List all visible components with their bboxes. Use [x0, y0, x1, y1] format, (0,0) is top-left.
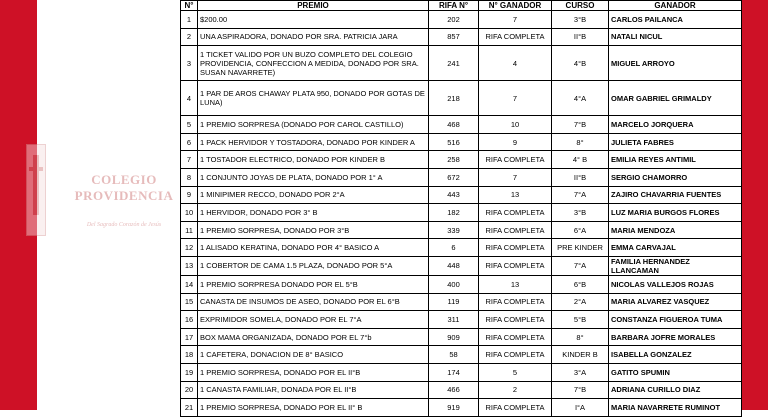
- cell-course: II°B: [552, 168, 609, 186]
- cell-ticket: 174: [429, 363, 479, 381]
- cell-number: 11: [181, 221, 198, 239]
- cell-number: 18: [181, 346, 198, 364]
- cell-winner-number: RIFA COMPLETA: [479, 346, 552, 364]
- cell-course: 6°B: [552, 275, 609, 293]
- cell-ticket: 218: [429, 81, 479, 116]
- cell-course: 4° B: [552, 151, 609, 169]
- table-row: [181, 11, 742, 29]
- cell-winner: MARIA MENDOZA: [609, 221, 742, 239]
- raffle-results-table: [180, 0, 742, 417]
- cell-course: I°A: [552, 399, 609, 417]
- cell-course: 3°A: [552, 363, 609, 381]
- cell-ticket: 258: [429, 151, 479, 169]
- cell-number: 12: [181, 239, 198, 257]
- cell-prize: 1 PAR DE AROS CHAWAY PLATA 950, DONADO POR GOTAS DE LUNA): [198, 81, 429, 116]
- cell-number: 6: [181, 133, 198, 151]
- cell-prize: 1 PREMIO SORPRESA DONADO POR EL 5°B: [198, 275, 429, 293]
- table-row: [181, 133, 742, 151]
- cell-ticket: 119: [429, 293, 479, 311]
- cell-prize: CANASTA DE INSUMOS DE ASEO, DONADO POR EL 6°B: [198, 293, 429, 311]
- cell-winner: CONSTANZA FIGUEROA TUMA: [609, 311, 742, 329]
- cell-number: 9: [181, 186, 198, 204]
- table-row: [181, 399, 742, 417]
- cell-ticket: 857: [429, 28, 479, 46]
- table-row: [181, 46, 742, 81]
- cell-ticket: 909: [429, 328, 479, 346]
- table-header-row: [181, 1, 742, 11]
- cell-winner-number: RIFA COMPLETA: [479, 151, 552, 169]
- cell-course: 8°: [552, 328, 609, 346]
- cell-prize: UNA ASPIRADORA, DONADO POR SRA. PATRICIA JARA: [198, 28, 429, 46]
- cell-prize: 1 CONJUNTO JOYAS DE PLATA, DONADO POR 1° A: [198, 168, 429, 186]
- cell-winner-number: 10: [479, 116, 552, 134]
- cell-winner: NICOLAS VALLEJOS ROJAS: [609, 275, 742, 293]
- cell-ticket: 466: [429, 381, 479, 399]
- table-row: [181, 168, 742, 186]
- cell-winner-number: 7: [479, 11, 552, 29]
- watermark-motto: Del Sagrado Corazón de Jesús: [86, 222, 162, 228]
- table-row: [181, 275, 742, 293]
- cell-prize: 1 PREMIO SORPRESA, DONADO POR 3°B: [198, 221, 429, 239]
- cell-winner: MARIA NAVARRETE RUMINOT: [609, 399, 742, 417]
- cell-winner-number: RIFA COMPLETA: [479, 239, 552, 257]
- cell-winner: EMMA CARVAJAL: [609, 239, 742, 257]
- header-prize: PREMIO: [198, 1, 429, 11]
- cell-ticket: 182: [429, 204, 479, 222]
- cell-course: 3°B: [552, 204, 609, 222]
- table-row: [181, 239, 742, 257]
- cell-prize: $200.00: [198, 11, 429, 29]
- cell-prize: 1 COBERTOR DE CAMA 1.5 PLAZA, DONADO POR 5°A: [198, 256, 429, 275]
- header-winner-number: N° GANADOR: [479, 1, 552, 11]
- table-row: [181, 186, 742, 204]
- cell-number: 8: [181, 168, 198, 186]
- cell-ticket: 311: [429, 311, 479, 329]
- cell-number: 2: [181, 28, 198, 46]
- cell-number: 14: [181, 275, 198, 293]
- cell-prize: 1 TICKET VALIDO POR UN BUZO COMPLETO DEL COLEGIO PROVIDENCIA, CONFECCION A MEDIDA, DONADO POR SRA. SUSAN NAVARRETE): [198, 46, 429, 81]
- cell-number: 17: [181, 328, 198, 346]
- cell-winner: BARBARA JOFRE MORALES: [609, 328, 742, 346]
- cell-winner: LUZ MARIA BURGOS FLORES: [609, 204, 742, 222]
- cell-number: 16: [181, 311, 198, 329]
- table-row: [181, 363, 742, 381]
- cell-course: 7°B: [552, 116, 609, 134]
- cell-ticket: 672: [429, 168, 479, 186]
- table-row: [181, 116, 742, 134]
- cell-winner-number: RIFA COMPLETA: [479, 311, 552, 329]
- cell-number: 1: [181, 11, 198, 29]
- cell-winner-number: 7: [479, 81, 552, 116]
- cell-ticket: 339: [429, 221, 479, 239]
- table-row: [181, 381, 742, 399]
- cell-course: 3°B: [552, 11, 609, 29]
- cell-prize: 1 PREMIO SORPRESA, DONADO POR EL II° B: [198, 399, 429, 417]
- cell-winner: GATITO SPUMIN: [609, 363, 742, 381]
- cell-number: 19: [181, 363, 198, 381]
- cell-prize: 1 PACK HERVIDOR Y TOSTADORA, DONADO POR KINDER A: [198, 133, 429, 151]
- cell-prize: 1 TOSTADOR ELECTRICO, DONADO POR KINDER B: [198, 151, 429, 169]
- table-row: [181, 221, 742, 239]
- cell-number: 13: [181, 256, 198, 275]
- cell-course: 7°A: [552, 186, 609, 204]
- cell-winner-number: 9: [479, 133, 552, 151]
- cell-prize: 1 CAFETERA, DONACION DE 8° BASICO: [198, 346, 429, 364]
- cell-ticket: 516: [429, 133, 479, 151]
- cell-winner-number: 13: [479, 275, 552, 293]
- school-watermark: [26, 144, 182, 244]
- cell-ticket: 58: [429, 346, 479, 364]
- cell-winner-number: RIFA COMPLETA: [479, 328, 552, 346]
- cell-winner-number: RIFA COMPLETA: [479, 293, 552, 311]
- cell-prize: 1 PREMIO SORPRESA, DONADO POR EL II°B: [198, 363, 429, 381]
- cell-winner-number: 13: [479, 186, 552, 204]
- table-row: [181, 293, 742, 311]
- cell-prize: 1 MINIPIMER RECCO, DONADO POR 2°A: [198, 186, 429, 204]
- cell-number: 20: [181, 381, 198, 399]
- table-row: [181, 81, 742, 116]
- cell-ticket: 400: [429, 275, 479, 293]
- cell-course: II°B: [552, 28, 609, 46]
- cell-winner: ISABELLA GONZALEZ: [609, 346, 742, 364]
- cell-winner: ADRIANA CURILLO DIAZ: [609, 381, 742, 399]
- table-row: [181, 346, 742, 364]
- cell-winner: FAMILIA HERNANDEZ LLANCAMAN: [609, 256, 742, 275]
- cell-winner-number: 4: [479, 46, 552, 81]
- cell-number: 3: [181, 46, 198, 81]
- cell-winner: JULIETA FABRES: [609, 133, 742, 151]
- cell-ticket: 468: [429, 116, 479, 134]
- cell-number: 7: [181, 151, 198, 169]
- cell-course: PRE KINDER: [552, 239, 609, 257]
- raffle-results-sheet: [180, 0, 741, 410]
- header-course: CURSO: [552, 1, 609, 11]
- cell-winner: MARCELO JORQUERA: [609, 116, 742, 134]
- table-row: [181, 28, 742, 46]
- cell-ticket: 241: [429, 46, 479, 81]
- header-number: N°: [181, 1, 198, 11]
- cell-winner: NATALI NICUL: [609, 28, 742, 46]
- cell-prize: 1 HERVIDOR, DONADO POR 3° B: [198, 204, 429, 222]
- cell-prize: 1 PREMIO SORPRESA (DONADO POR CAROL CASTILLO): [198, 116, 429, 134]
- cell-winner-number: RIFA COMPLETA: [479, 256, 552, 275]
- cell-winner: MIGUEL ARROYO: [609, 46, 742, 81]
- cell-course: 5°B: [552, 311, 609, 329]
- cell-winner-number: 5: [479, 363, 552, 381]
- cell-number: 21: [181, 399, 198, 417]
- cell-number: 15: [181, 293, 198, 311]
- cell-ticket: 443: [429, 186, 479, 204]
- cell-winner: EMILIA REYES ANTIMIL: [609, 151, 742, 169]
- cell-course: 8°: [552, 133, 609, 151]
- cell-winner-number: RIFA COMPLETA: [479, 28, 552, 46]
- cell-prize: 1 CANASTA FAMILIAR, DONADA POR EL II°B: [198, 381, 429, 399]
- cell-winner-number: RIFA COMPLETA: [479, 204, 552, 222]
- table-row: [181, 256, 742, 275]
- watermark-school-line1: COLEGIO: [91, 172, 157, 187]
- cell-ticket: 202: [429, 11, 479, 29]
- cell-number: 10: [181, 204, 198, 222]
- cell-number: 4: [181, 81, 198, 116]
- cell-winner: CARLOS PAILANCA: [609, 11, 742, 29]
- cell-winner: OMAR GABRIEL GRIMALDY: [609, 81, 742, 116]
- cell-course: 2°A: [552, 293, 609, 311]
- cell-winner-number: RIFA COMPLETA: [479, 221, 552, 239]
- table-row: [181, 328, 742, 346]
- header-winner: GANADOR: [609, 1, 742, 11]
- watermark-school-line2: PROVIDENCIA: [74, 188, 174, 203]
- cell-ticket: 6: [429, 239, 479, 257]
- cell-winner: SERGIO CHAMORRO: [609, 168, 742, 186]
- table-row: [181, 151, 742, 169]
- cell-ticket: 448: [429, 256, 479, 275]
- cell-winner: ZAJIRO CHAVARRIA FUENTES: [609, 186, 742, 204]
- table-row: [181, 204, 742, 222]
- cell-ticket: 919: [429, 399, 479, 417]
- right-red-band: [740, 0, 768, 410]
- cell-winner-number: RIFA COMPLETA: [479, 399, 552, 417]
- cell-course: 4°B: [552, 46, 609, 81]
- cell-prize: EXPRIMIDOR SOMELA, DONADO POR EL 7°A: [198, 311, 429, 329]
- cell-winner: MARIA ALVAREZ VASQUEZ: [609, 293, 742, 311]
- cell-winner-number: 7: [479, 168, 552, 186]
- cell-number: 5: [181, 116, 198, 134]
- cell-course: 4°A: [552, 81, 609, 116]
- cell-course: 7°B: [552, 381, 609, 399]
- table-row: [181, 311, 742, 329]
- cell-winner-number: 2: [479, 381, 552, 399]
- cell-course: 7°A: [552, 256, 609, 275]
- cell-course: KINDER B: [552, 346, 609, 364]
- header-ticket: RIFA N°: [429, 1, 479, 11]
- cell-prize: 1 ALISADO KERATINA, DONADO POR 4° BASICO A: [198, 239, 429, 257]
- left-red-band: [0, 0, 37, 410]
- cell-course: 6°A: [552, 221, 609, 239]
- cell-prize: BOX MAMA ORGANIZADA, DONADO POR EL 7°b: [198, 328, 429, 346]
